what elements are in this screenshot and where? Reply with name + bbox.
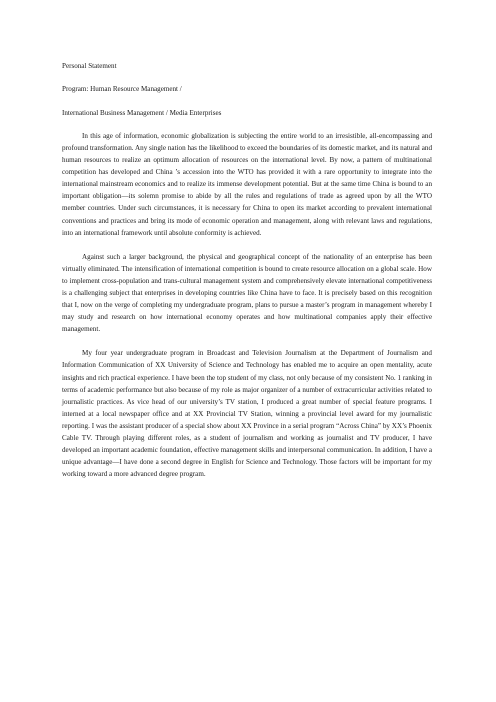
document-title: Personal Statement (62, 62, 117, 70)
program-line: International Business Management / Media Enterprises (62, 108, 222, 117)
document-page (62, 60, 432, 492)
program-line: Program: Human Resource Management / (62, 85, 182, 94)
body-paragraph: In this age of information, economic globalization is subjecting the entire world to an irresistible, all-encompassing and profound transformation. Any single nation has the likelihood to exceed the boundaries of its domestic market, and its natural and human resources to realize an optimum allocation of resources on the international level. By now, a pattern of multinational competition has developed and China ’s accession into the WTO has provided it with a rare opportunity to integrate into the international mainstream economics and to realize its immense development potential. But at the same time China is bound to an important obligation—its solemn promise to abide by all the rules and regulations of trade as agreed upon by all the WTO member countries. Under such circumstances, it is necessary for China to open its market according to prevalent international conventions and practices and bring its mode of economic operation and management, along with relevant laws and regulations, into an international framework until absolute conformity is achieved. (62, 131, 432, 237)
body-paragraph: My four year undergraduate program in Broadcast and Television Journalism at the Department of Journalism and Information Communication of XX University of Science and Technology has enabled me to acquire an open mentality, acute insights and rich practical experience. I have been the top student of my class, not only because of my consistent No. 1 ranking in terms of academic performance but also because of my role as major organizer of a number of extracurricular activities related to journalistic practices. As vice head of our university’s TV station, I produced a great number of special feature programs. I interned at a local newspaper office and at XX Provincial TV Station, winning a provincial level award for my journalistic reporting. I was the assistant producer of a special show about XX Province in a serial program “Across China” by XX’s Phoenix Cable TV. Through playing different roles, as a student of journalism and working as journalist and TV producer, I have developed an important academic foundation, effective management skills and interpersonal communication. In addition, I have a unique advantage—I have done a second degree in English for Science and Technology. Those factors will be important for my working toward a more advanced degree program. (62, 349, 432, 479)
body-paragraph: Against such a larger background, the physical and geographical concept of the nationality of an enterprise has been virtually eliminated. The intensification of international competition is bound to create resource allocation on a global scale. How to implement cross-population and trans-cultural management system and comprehensively elevate international competitiveness is a challenging subject that enterprises in developing countries like China have to face. It is precisely based on this recognition that I, now on the verge of completing my undergraduate program, plans to pursue a master’s program in management whereby I may study and research on how international economy operates and how multinational companies apply their effective management. (62, 252, 432, 334)
